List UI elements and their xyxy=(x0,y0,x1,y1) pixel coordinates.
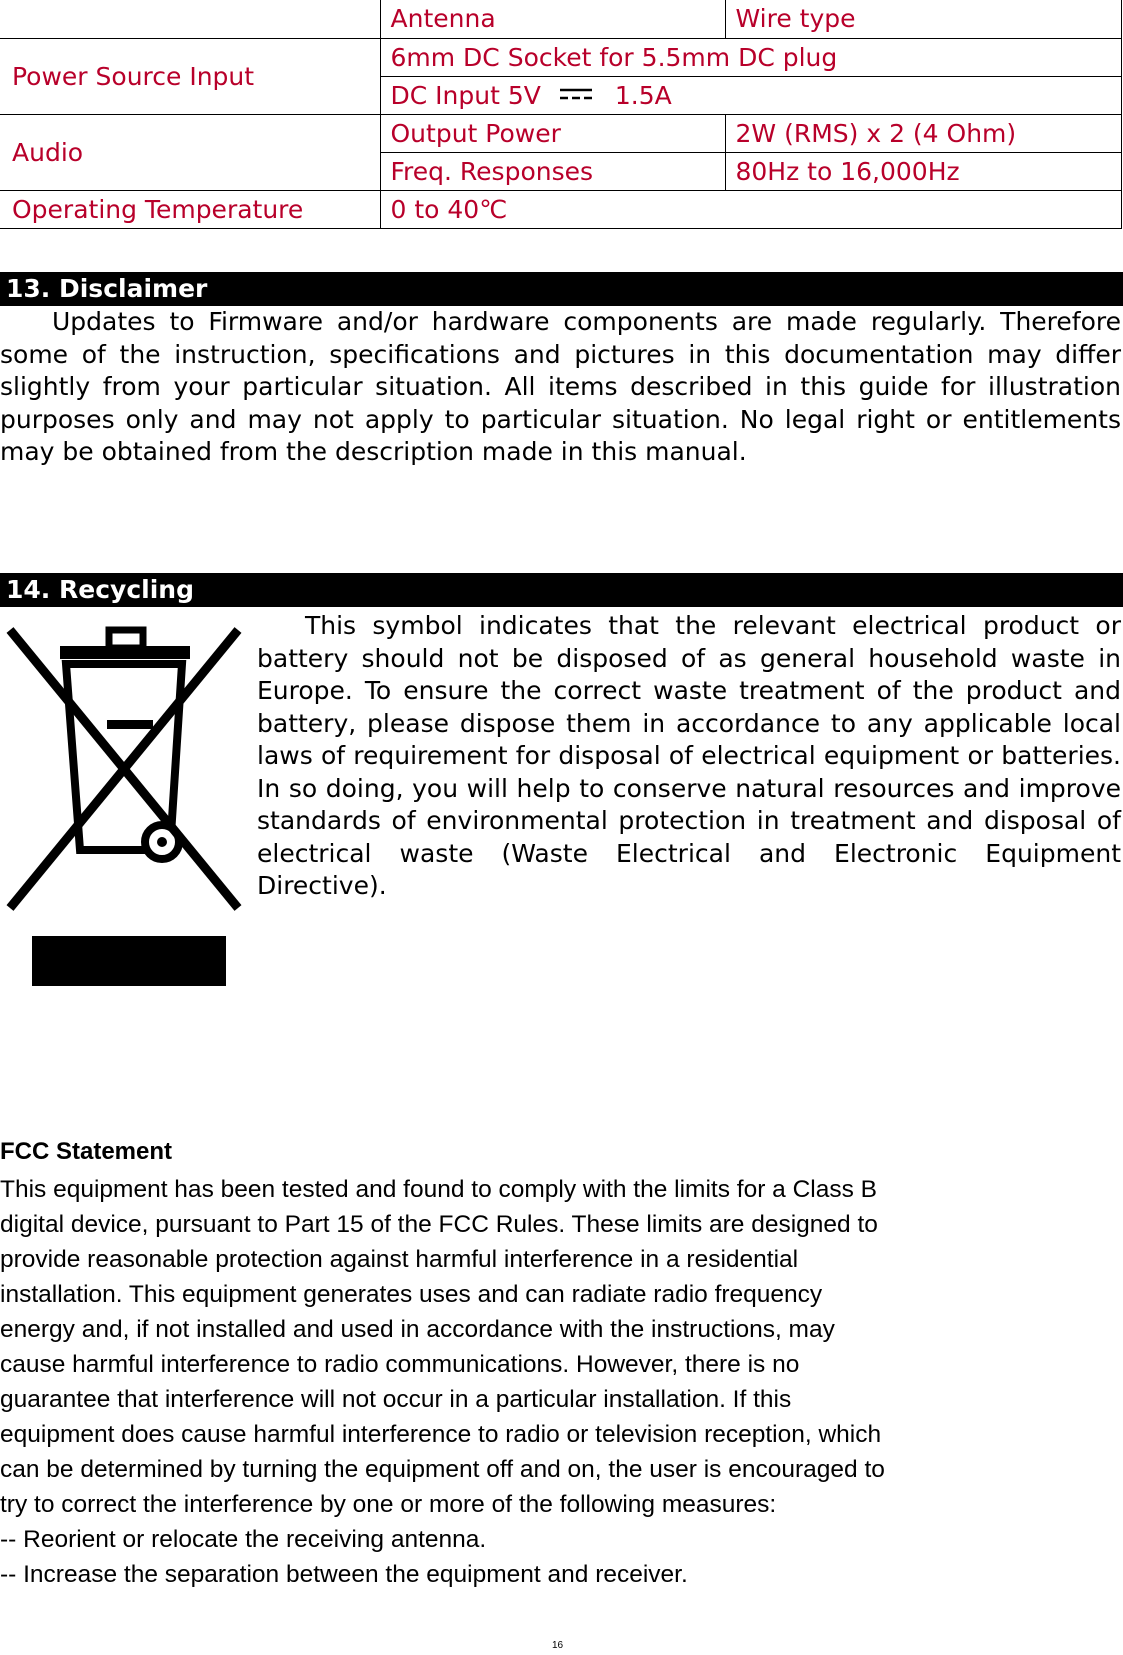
audio-freq-value: 80Hz to 16,000Hz xyxy=(725,152,1121,190)
antenna-value: Wire type xyxy=(725,0,1121,38)
power-source-label: Power Source Input xyxy=(0,38,380,114)
table-row xyxy=(0,0,1121,38)
antenna-label: Antenna xyxy=(380,0,725,38)
power-input-current: 1.5A xyxy=(614,80,672,110)
page-number: 16 xyxy=(552,1640,564,1651)
power-input-cell xyxy=(380,76,1121,114)
audio-output-label: Output Power xyxy=(380,114,725,152)
table-row xyxy=(0,190,1121,228)
fcc-line: -- Increase the separation between the equipment and receiver. xyxy=(0,1561,688,1588)
table-row xyxy=(0,38,1121,76)
recycling-heading: 14. Recycling xyxy=(0,573,1123,607)
fcc-line: try to correct the interference by one or more of the following measures: xyxy=(0,1491,777,1518)
power-input-value: DC Input 5V xyxy=(390,80,541,110)
weee-crossed-bin-icon xyxy=(2,620,242,990)
fcc-line: provide reasonable protection against harmful interference in a residential xyxy=(0,1246,799,1273)
operating-temp-value: 0 to 40℃ xyxy=(380,190,1121,228)
operating-temp-label: Operating Temperature xyxy=(0,190,380,228)
fcc-line: -- Reorient or relocate the receiving antenna. xyxy=(0,1526,487,1553)
fcc-line: equipment does cause harmful interference to radio or television reception, which xyxy=(0,1421,882,1448)
fcc-title: FCC Statement xyxy=(0,1138,173,1165)
table-cell-blank xyxy=(0,0,380,38)
audio-label: Audio xyxy=(0,114,380,190)
audio-output-value: 2W (RMS) x 2 (4 Ohm) xyxy=(725,114,1121,152)
fcc-line: energy and, if not installed and used in accordance with the instructions, may xyxy=(0,1316,835,1343)
audio-freq-label: Freq. Responses xyxy=(380,152,725,190)
fcc-line: This equipment has been tested and found to comply with the limits for a Class B xyxy=(0,1176,878,1203)
fcc-line: can be determined by turning the equipment off and on, the user is encouraged to xyxy=(0,1456,885,1483)
spec-table xyxy=(0,0,1122,229)
disclaimer-heading: 13. Disclaimer xyxy=(0,272,1123,306)
dc-symbol-icon xyxy=(559,87,593,101)
table-row xyxy=(0,114,1121,152)
power-socket-value: 6mm DC Socket for 5.5mm DC plug xyxy=(380,38,1121,76)
fcc-line: guarantee that interference will not occur in a particular installation. If this xyxy=(0,1386,792,1413)
disclaimer-body: Updates to Firmware and/or hardware components are made regularly. Therefore some of the instruction, specifications and pictures in this documentation may differ slightly from your particular situation. All items described in this guide for illustration purposes only and may not apply to particular situation. No legal right or entitlements may be obtained from the description made in this manual. xyxy=(0,307,1121,466)
recycling-body: This symbol indicates that the relevant electrical product or battery should not be disposed of as general household waste in Europe. To ensure the correct waste treatment of the product and battery, please dispose them in accordance to any applicable local laws of requirement for disposal of electrical equipment or batteries. In so doing, you will help to conserve natural resources and improve standards of environmental protection in treatment and disposal of electrical waste (Waste Electrical and Electronic Equipment Directive). xyxy=(257,611,1121,900)
fcc-line: digital device, pursuant to Part 15 of the FCC Rules. These limits are designed to xyxy=(0,1211,878,1238)
fcc-line: cause harmful interference to radio communications. However, there is no xyxy=(0,1351,800,1378)
fcc-line: installation. This equipment generates uses and can radiate radio frequency xyxy=(0,1281,823,1308)
